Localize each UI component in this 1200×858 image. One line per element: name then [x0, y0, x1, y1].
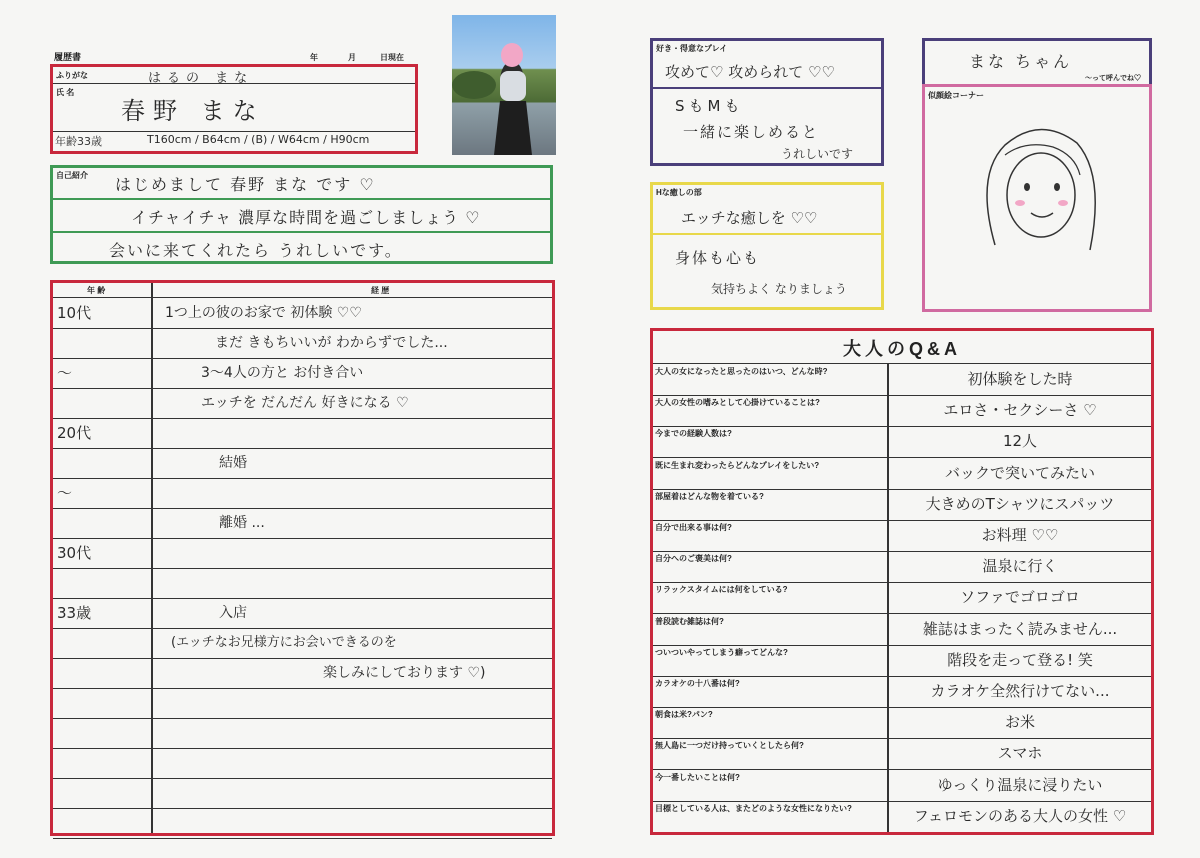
- qa-row: [653, 738, 1151, 770]
- qa-answer: 雑誌はまったく読みません...: [922, 619, 1118, 638]
- play-label: 好き・得意なプレイ: [656, 44, 728, 53]
- qa-answer: バックで突いてみたい: [944, 463, 1095, 482]
- qa-row: [653, 676, 1151, 708]
- qa-question: 大人の女になったと思ったのはいつ、どんな時?: [655, 367, 828, 376]
- history-event: 3〜4人の方と お付き合い: [201, 365, 364, 381]
- history-year: 20代: [57, 424, 92, 442]
- profile-photo: [452, 15, 556, 155]
- qa-answer: 温泉に行く: [982, 557, 1058, 576]
- history-row: [53, 448, 552, 479]
- furigana-label: ふりがな: [56, 71, 88, 80]
- intro-line-2: イチャイチャ 濃厚な時間を過ごしましょう ♡: [131, 208, 481, 227]
- qa-row: [653, 801, 1151, 832]
- qa-question: 普段読む雑誌は何?: [655, 616, 724, 626]
- qa-answer: カラオケ全然行けてない...: [930, 682, 1110, 700]
- portrait-label: 似顔絵コーナー: [928, 91, 984, 100]
- qa-title: 大人のQ&A: [843, 339, 961, 359]
- qa-row: [653, 364, 1151, 396]
- qa-answer: ソファでゴロゴロ: [960, 588, 1080, 607]
- history-year: 〜: [57, 364, 73, 382]
- portrait-drawing: [965, 115, 1115, 265]
- name-value: 春野 まな: [121, 97, 265, 125]
- nickname-suffix: 〜って呼んでね♡: [1085, 75, 1141, 82]
- qa-row: [653, 707, 1151, 739]
- history-row: [53, 808, 552, 839]
- date-month-label: 月: [348, 53, 356, 62]
- date-day-label: 日現在: [380, 53, 404, 62]
- qa-question: 無人島に一つだけ持っていくとしたら何?: [655, 741, 804, 751]
- healing-label: Hな癒しの部: [656, 188, 702, 197]
- qa-question: 今一番したいことは何?: [655, 772, 740, 782]
- person-figure: [452, 15, 556, 155]
- healing-line-2: 身体も心も: [675, 249, 761, 267]
- qa-row: [653, 395, 1151, 427]
- qa-question: 今までの経験人数は?: [655, 429, 732, 439]
- history-event: (エッチなお兄様方にお会いできるのを: [171, 635, 397, 650]
- history-box: [50, 280, 555, 836]
- qa-question: 朝食は米?パン?: [655, 710, 713, 720]
- healing-box: [650, 182, 884, 310]
- history-row: [53, 478, 552, 509]
- history-row: [53, 718, 552, 749]
- history-row: [53, 358, 552, 389]
- qa-answer: スマホ: [997, 744, 1043, 763]
- history-row: [53, 388, 552, 419]
- qa-row: [653, 551, 1151, 583]
- date-year-label: 年: [310, 53, 318, 62]
- history-event: まだ きもちいいが わからずでした...: [215, 335, 448, 351]
- qa-question: リラックスタイムには何をしている?: [655, 585, 788, 595]
- qa-question: 大人の女性の嗜みとして心掛けていることは?: [655, 398, 820, 408]
- history-event: 1つ上の彼のお家で 初体験 ♡♡: [165, 305, 362, 321]
- qa-answer: フェロモンのある大人の女性 ♡: [913, 806, 1127, 825]
- qa-answer: お料理 ♡♡: [981, 526, 1059, 544]
- qa-row: [653, 614, 1151, 646]
- healing-line-3: 気持ちよく なりましょう: [711, 282, 847, 296]
- measurements-value: T160cm / B64cm / (B) / W64cm / H90cm: [147, 133, 370, 146]
- history-year: 〜: [57, 484, 73, 502]
- history-event: 結婚: [219, 455, 247, 471]
- healing-line-1: エッチな癒しを ♡♡: [681, 209, 818, 227]
- history-year: 30代: [57, 544, 92, 562]
- play-box: [650, 38, 884, 166]
- history-event: 楽しみにしております ♡): [323, 665, 486, 681]
- history-row: [53, 658, 552, 689]
- qa-question: 自分へのご褒美は何?: [655, 554, 732, 564]
- history-event: 離婚 ...: [219, 515, 265, 531]
- qa-question: 目標としている人は、またどのような女性になりたい?: [655, 803, 852, 813]
- rireki-label: 履歴書: [54, 52, 82, 62]
- history-row: [53, 778, 552, 809]
- qa-box: [650, 328, 1154, 835]
- name-label: 氏 名: [56, 88, 75, 97]
- intro-box: [50, 165, 553, 264]
- history-year: 10代: [57, 304, 92, 322]
- qa-question: ついついやってしまう癖ってどんな?: [655, 647, 788, 657]
- qa-answer: 初体験をした時: [967, 370, 1073, 388]
- history-col-year: 年 齢: [87, 286, 106, 295]
- qa-row: [653, 520, 1151, 552]
- qa-answer: ゆっくり温泉に浸りたい: [937, 775, 1103, 794]
- qa-answer: 階段を走って登る! 笑: [947, 650, 1093, 669]
- nickname-box: [922, 38, 1152, 84]
- qa-question: 部屋着はどんな物を着ている?: [655, 491, 764, 501]
- history-row: [53, 328, 552, 359]
- play-line-3: 一緒に楽しめると: [683, 123, 820, 141]
- intro-line-3: 会いに来てくれたら うれしいです。: [109, 241, 403, 260]
- qa-row: [653, 426, 1151, 458]
- qa-answer: 12人: [1002, 432, 1038, 451]
- history-row: [53, 538, 552, 569]
- history-row: [53, 418, 552, 449]
- intro-label: 自己紹介: [56, 171, 88, 180]
- qa-question: 既に生まれ変わったらどんなプレイをしたい?: [655, 460, 820, 470]
- qa-row: [653, 458, 1151, 490]
- history-year: 33歳: [57, 604, 92, 622]
- nickname-value: まな ちゃん: [969, 52, 1073, 71]
- history-row: [53, 298, 552, 329]
- qa-answer: 大きめのTシャツにスパッツ: [925, 494, 1115, 513]
- age-value: 年齢33歳: [55, 135, 102, 148]
- history-row: [53, 688, 552, 719]
- history-row: [53, 508, 552, 539]
- qa-question: カラオケの十八番は何?: [655, 679, 740, 688]
- history-col-event: 経 歴: [371, 286, 390, 295]
- qa-row: [653, 489, 1151, 521]
- portrait-box: [922, 84, 1152, 312]
- intro-line-1: はじめまして 春野 まな です ♡: [115, 175, 376, 194]
- play-line-2: SもMも: [675, 97, 744, 115]
- qa-question: 自分で出来る事は何?: [655, 523, 732, 532]
- history-event: 入店: [219, 605, 247, 621]
- play-line-4: うれしいです: [781, 147, 854, 161]
- qa-row: [653, 770, 1151, 802]
- qa-answer: お米: [1004, 713, 1035, 732]
- history-row: [53, 628, 552, 659]
- history-row: [53, 748, 552, 779]
- qa-row: [653, 582, 1151, 614]
- history-row: [53, 598, 552, 629]
- furigana-value: はるの まな: [148, 71, 254, 86]
- play-line-1: 攻めて♡ 攻められて ♡♡: [665, 63, 835, 81]
- qa-row: [653, 645, 1151, 677]
- history-row: [53, 568, 552, 599]
- history-event: エッチを だんだん 好きになる ♡: [201, 395, 409, 411]
- name-box: [50, 64, 418, 154]
- qa-answer: エロさ・セクシーさ ♡: [943, 401, 1097, 420]
